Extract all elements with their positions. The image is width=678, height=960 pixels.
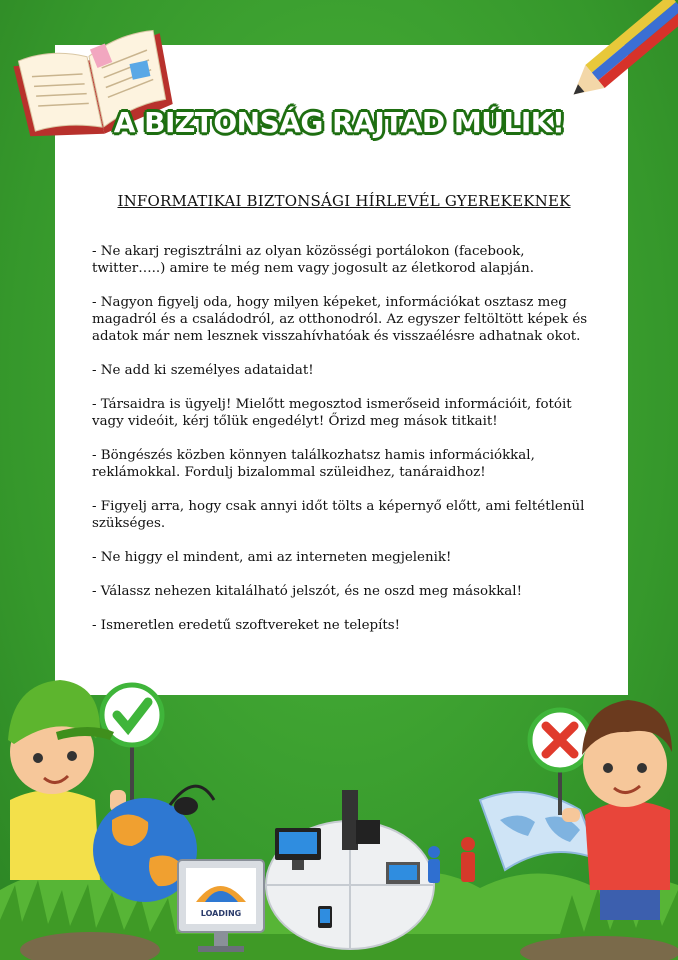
- network-people-icon: [428, 837, 475, 883]
- devices-platform: [266, 790, 434, 949]
- list-item: - Ne higgy el mindent, ami az interneten megjelenik!: [92, 550, 452, 565]
- list-item: - Figyelj arra, hogy csak annyi időt tölts a képernyő előtt, ami feltétlenül szükséges.: [92, 499, 585, 531]
- list-item: - Társaidra is ügyelj! Mielőtt megosztod ismerőseid információit, fotóit vagy videóit, kérj tőlük engedélyt! Őrizd meg mások titkait!: [92, 397, 572, 429]
- list-item: - Válassz nehezen kitalálható jelszót, és ne oszd meg másokkal!: [92, 584, 522, 599]
- newsletter-subtitle: INFORMATIKAI BIZTONSÁGI HÍRLEVÉL GYEREKEKNEK: [117, 192, 571, 210]
- loading-label: LOADING: [200, 909, 242, 918]
- pencil-icon: [565, 0, 678, 100]
- list-item: - Ismeretlen eredetű szoftvereket ne telepíts!: [92, 618, 400, 633]
- page-title: A BIZTONSÁG RAJTAD MÚLIK!: [113, 106, 565, 139]
- kids-internet-illustration: [0, 640, 678, 960]
- world-map: [480, 792, 600, 870]
- list-item: - Nagyon figyelj oda, hogy milyen képeket, információkat osztasz meg magadról és a családodról, az otthonodról. Az egyszer feltöltött képek és adatok már nem lesznek visszahívhatóak és visszaélésre adhatnak okot.: [92, 295, 588, 344]
- list-item: - Böngészés közben könnyen találkozhatsz hamis információkkal, reklámokkal. Fordulj bizalommal szüleidhez, tanáraidhoz!: [92, 448, 535, 480]
- tips-list: [92, 243, 592, 651]
- list-item: - Ne akarj regisztrálni az olyan közösségi portálokon (facebook, twitter…..) amire te még nem vagy jogosult az életkorod alapján.: [92, 244, 534, 276]
- list-item: - Ne add ki személyes adataidat!: [92, 363, 314, 378]
